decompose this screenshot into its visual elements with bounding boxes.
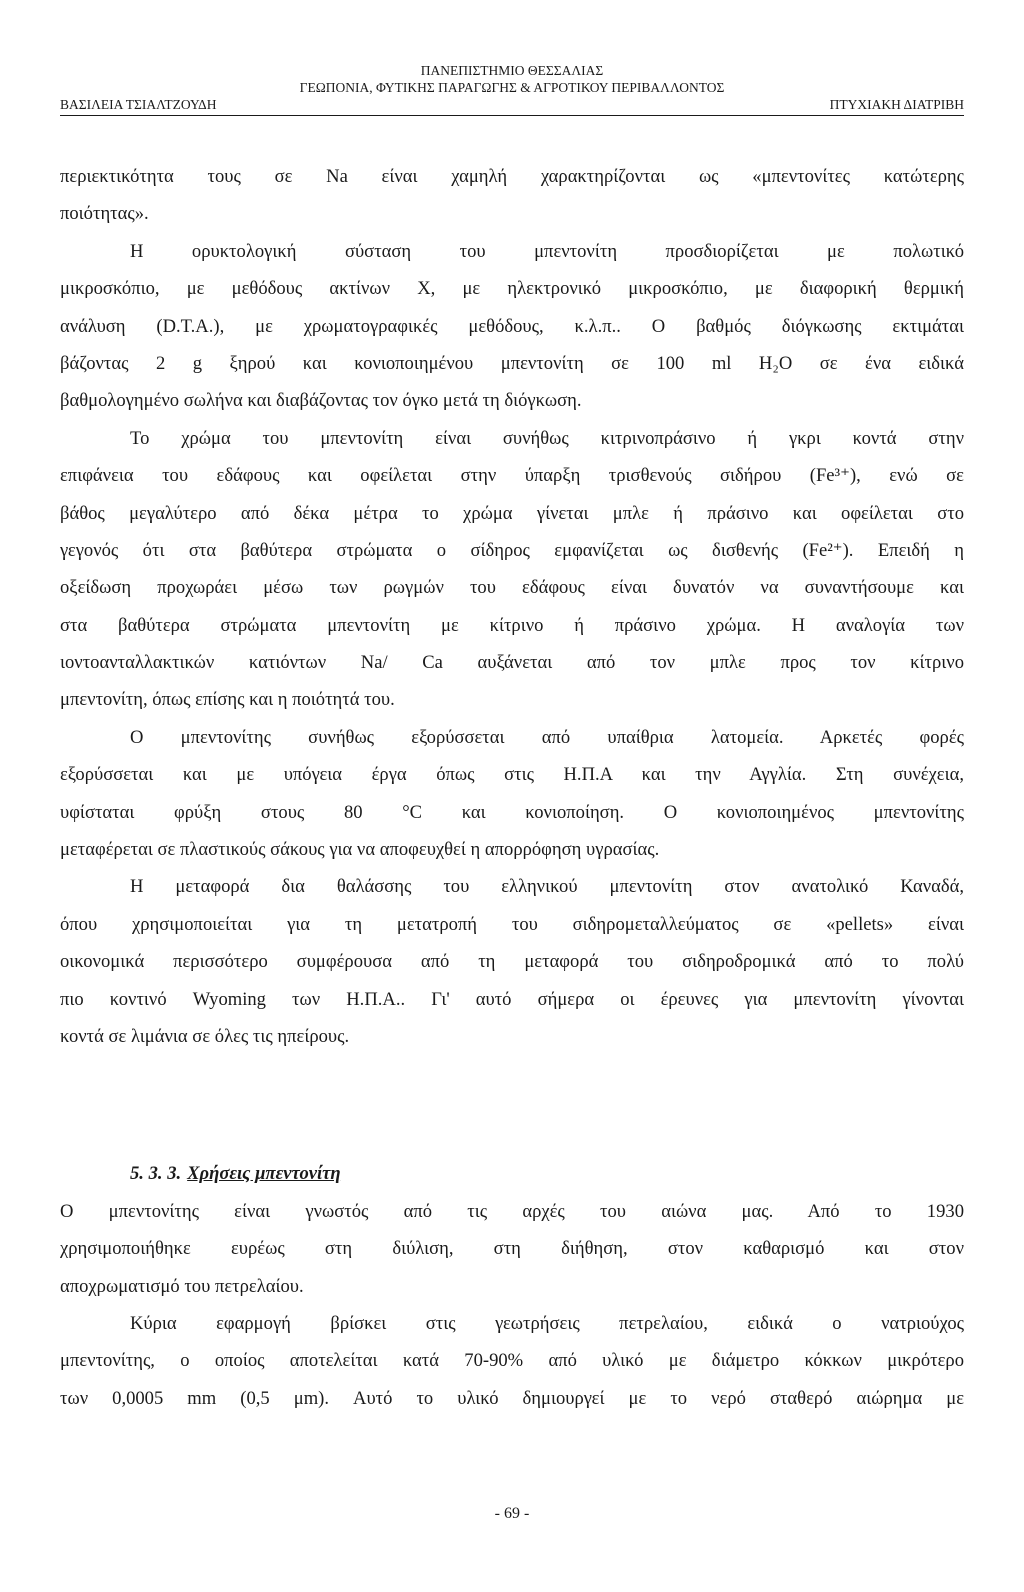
- text-line: των 0,0005 mm (0,5 μm). Αυτό το υλικό δημιουργεί με το νερό σταθερό αιώρημα με: [60, 1387, 964, 1409]
- text-line: βαθμολογημένο σωλήνα και διαβάζοντας τον όγκο μετά τη διόγκωση.: [60, 390, 582, 412]
- text-line: Ο μπεντονίτης συνήθως εξορύσσεται από υπαίθρια λατομεία. Αρκετές φορές: [130, 726, 964, 748]
- text-line: Ο μπεντονίτης είναι γνωστός από τις αρχές του αιώνα μας. Από το 1930: [60, 1200, 964, 1222]
- text-line: Η ορυκτολογική σύσταση του μπεντονίτη προσδιορίζεται με πολωτικό: [130, 240, 964, 262]
- text-line: βάθος μεγαλύτερο από δέκα μέτρα το χρώμα γίνεται μπλε ή πράσινο και οφείλεται στο: [60, 502, 964, 524]
- text-line: Κύρια εφαρμογή βρίσκει στις γεωτρήσεις πετρελαίου, ειδικά ο νατριούχος: [130, 1312, 964, 1334]
- university-name: ΠΑΝΕΠΙΣΤΗΜΙΟ ΘΕΣΣΑΛΙΑΣ: [420, 63, 604, 78]
- text-line: επιφάνεια του εδάφους και οφείλεται στην ύπαρξη τρισθενούς σιδήρου (Fe³⁺), ενώ σε: [60, 465, 964, 487]
- section-number: 5. 3. 3.: [130, 1163, 182, 1185]
- text-line: όπου χρησιμοποιείται για τη μετατροπή του σιδηρομεταλλεύματος σε «pellets» είναι: [60, 913, 964, 935]
- text-line: χρησιμοποιήθηκε ευρέως στη διύλιση, στη διήθηση, στον καθαρισμό και στον: [60, 1238, 964, 1260]
- department-name: ΓΕΩΠΟΝΙΑ, ΦΥΤΙΚΗΣ ΠΑΡΑΓΩΓΗΣ & ΑΓΡΟΤΙΚΟΥ ΠΕΡΙΒΑΛΛΟΝΤΟΣ: [299, 80, 725, 95]
- text-line: ποιότητας».: [60, 203, 149, 225]
- text-line: ανάλυση (D.T.A.), με χρωματογραφικές μεθόδους, κ.λ.π.. Ο βαθμός διόγκωσης εκτιμάται: [60, 315, 964, 337]
- header-row: [60, 96, 964, 116]
- text-line: κοντά σε λιμάνια σε όλες τις ηπείρους.: [60, 1025, 350, 1047]
- text-line: μικροσκόπιο, με μεθόδους ακτίνων X, με ηλεκτρονικό μικροσκόπιο, με διαφορική θερμική: [60, 278, 964, 300]
- text-line: μεταφέρεται σε πλαστικούς σάκους για να αποφευχθεί η απορρόφηση υγρασίας.: [60, 839, 660, 861]
- text-line: υφίσταται φρύξη στους 80 °C και κονιοποίηση. Ο κονιοποιημένος μπεντονίτης: [60, 801, 964, 823]
- text-line: στα βαθύτερα στρώματα μπεντονίτη με κίτρινο ή πράσινο χρώμα. Η αναλογία των: [60, 614, 964, 636]
- text-line: αποχρωματισμό του πετρελαίου.: [60, 1275, 304, 1297]
- text-line: μπεντονίτη, όπως επίσης και η ποιότητά του.: [60, 689, 395, 711]
- section-heading: [60, 1155, 964, 1192]
- section-title: Χρήσεις μπεντονίτη: [187, 1163, 341, 1185]
- text-line: εξορύσσεται και με υπόγεια έργα όπως στις Η.Π.Α και την Αγγλία. Στη συνέχεια,: [60, 764, 964, 786]
- page-number: - 69 -: [494, 1505, 530, 1522]
- text-line: περιεκτικότητα τους σε Na είναι χαμηλή χαρακτηρίζονται ως «μπεντονίτες κατώτερης: [60, 166, 964, 187]
- text-line: ιοντοανταλλακτικών κατιόντων Na/ Ca αυξάνεται από τον μπλε προς τον κίτρινο: [60, 652, 964, 674]
- text-line: οξείδωση προχωράει μέσω των ρωγμών του εδάφους είναι δυνατόν να συναντήσουμε και: [60, 577, 964, 599]
- text-line: Το χρώμα του μπεντονίτη είναι συνήθως κιτρινοπράσινο ή γκρι κοντά στην: [130, 427, 964, 449]
- text-line: μπεντονίτης, ο οποίος αποτελείται κατά 70-90% από υλικό με διάμετρο κόκκων μικρότερο: [60, 1350, 964, 1372]
- text-line: οικονομικά περισσότερο συμφέρουσα από τη μεταφορά του σιδηροδρομικά από το πολύ: [60, 951, 964, 973]
- author-name: ΒΑΣΙΛΕΙΑ ΤΣΙΑΛΤΖΟΥΔΗ: [60, 97, 217, 112]
- section-spacer: [60, 1055, 964, 1155]
- document-type: ΠΤΥΧΙΑΚΗ ΔΙΑΤΡΙΒΗ: [829, 97, 964, 112]
- page-header: [60, 62, 964, 116]
- text-line: γεγονός ότι στα βαθύτερα στρώματα ο σίδηρος εμφανίζεται ως δισθενής (Fe²⁺). Επειδή η: [60, 539, 964, 561]
- text-line: Η μεταφορά δια θαλάσσης του ελληνικού μπεντονίτη στον ανατολικό Καναδά,: [130, 876, 964, 898]
- page-body: [60, 158, 964, 1417]
- text-line: πιο κοντινό Wyoming των Η.Π.Α.. Γι' αυτό σήμερα οι έρευνες για μπεντονίτη γίνονται: [60, 988, 964, 1010]
- text-line: βάζοντας 2 g ξηρού και κονιοποιημένου μπεντονίτη σε 100 ml H₂O σε ένα ειδικά: [60, 352, 964, 374]
